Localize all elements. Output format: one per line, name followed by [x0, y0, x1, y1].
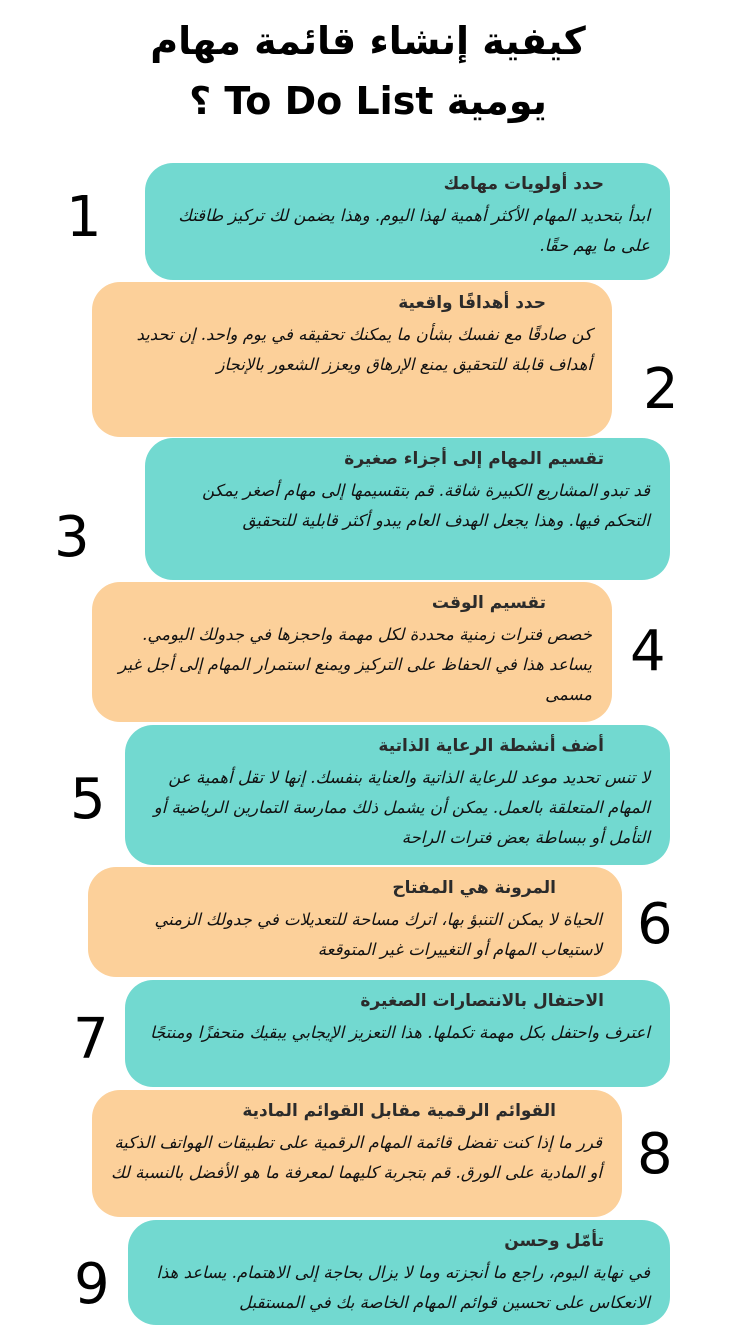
- step-card-3: [145, 438, 670, 580]
- step-number-4: 4: [630, 619, 666, 684]
- step-body: ابدأ بتحديد المهام الأكثر أهمية لهذا اليوم. وهذا يضمن لك تركيز طاقتك على ما يهم حقًا.: [178, 205, 650, 255]
- step-number-2: 2: [643, 357, 679, 422]
- step-number-7: 7: [73, 1007, 109, 1072]
- step-card-4: [92, 582, 612, 722]
- step-body: قرر ما إذا كنت تفضل قائمة المهام الرقمية على تطبيقات الهواتف الذكية أو المادية على الورق. قم بتجربة كليهما لمعرفة ما هو الأفضل بالنسبة لك: [110, 1132, 602, 1182]
- step-title: تقسيم الوقت: [431, 593, 546, 613]
- step-card-9: [128, 1220, 670, 1325]
- step-card-8: [92, 1090, 622, 1217]
- step-body: قد تبدو المشاريع الكبيرة شاقة. قم بتقسيمها إلى مهام أصغر يمكن التحكم فيها. وهذا يجعل الهدف العام يبدو أكثر قابلية للتحقيق: [202, 480, 650, 530]
- step-card-5: [125, 725, 670, 865]
- step-number-9: 9: [74, 1252, 110, 1317]
- step-card-1: [145, 163, 670, 280]
- step-number-8: 8: [637, 1122, 673, 1187]
- step-title: تقسيم المهام إلى أجزاء صغيرة: [344, 449, 604, 469]
- page-title-line-1: كيفية إنشاء قائمة مهام: [150, 19, 586, 63]
- step-body: خصص فترات زمنية محددة لكل مهمة واحجزها في جدولك اليومي. يساعد هذا في الحفاظ على التركيز ويمنع استمرار المهام إلى أجل غير مسمى: [118, 624, 592, 704]
- step-card-6: [88, 867, 622, 977]
- step-body: الحياة لا يمكن التنبؤ بها، اترك مساحة للتعديلات في جدولك الزمني لاستيعاب المهام أو التغييرات غير المتوقعة: [154, 909, 602, 959]
- step-number-5: 5: [70, 767, 106, 832]
- step-card-2: [92, 282, 612, 437]
- step-number-6: 6: [637, 892, 673, 957]
- step-title: حدد أهدافًا واقعية: [398, 293, 546, 313]
- step-title: حدد أولويات مهامك: [443, 174, 604, 194]
- step-title: الاحتفال بالانتصارات الصغيرة: [360, 991, 604, 1011]
- page-title-line-2: يومية To Do List ؟: [189, 79, 547, 123]
- step-number-3: 3: [54, 505, 90, 570]
- step-body: في نهاية اليوم، راجع ما أنجزته وما لا يزال بحاجة إلى الاهتمام. يساعد هذا الانعكاس على تحسين قوائم المهام الخاصة بك في المستقبل: [156, 1262, 650, 1312]
- step-title: القوائم الرقمية مقابل القوائم المادية: [242, 1101, 556, 1121]
- step-title: أضف أنشطة الرعاية الذاتية: [378, 736, 604, 756]
- step-body: كن صادقًا مع نفسك بشأن ما يمكنك تحقيقه في يوم واحد. إن تحديد أهداف قابلة للتحقيق يمنع الإرهاق ويعزز الشعور بالإنجاز: [136, 324, 592, 374]
- step-body: لا تنس تحديد موعد للرعاية الذاتية والعناية بنفسك. إنها لا تقل أهمية عن المهام المتعلقة بالعمل. يمكن أن يشمل ذلك ممارسة التمارين الرياضية أو التأمل أو ببساطة بعض فترات الراحة: [153, 767, 650, 847]
- step-body: اعترف واحتفل بكل مهمة تكملها. هذا التعزيز الإيجابي يبقيك متحفزًا ومنتجًا: [150, 1022, 650, 1042]
- step-number-1: 1: [66, 185, 102, 250]
- step-card-7: [125, 980, 670, 1087]
- step-title: تأمّل وحسن: [504, 1231, 604, 1251]
- step-title: المرونة هي المفتاح: [392, 878, 556, 898]
